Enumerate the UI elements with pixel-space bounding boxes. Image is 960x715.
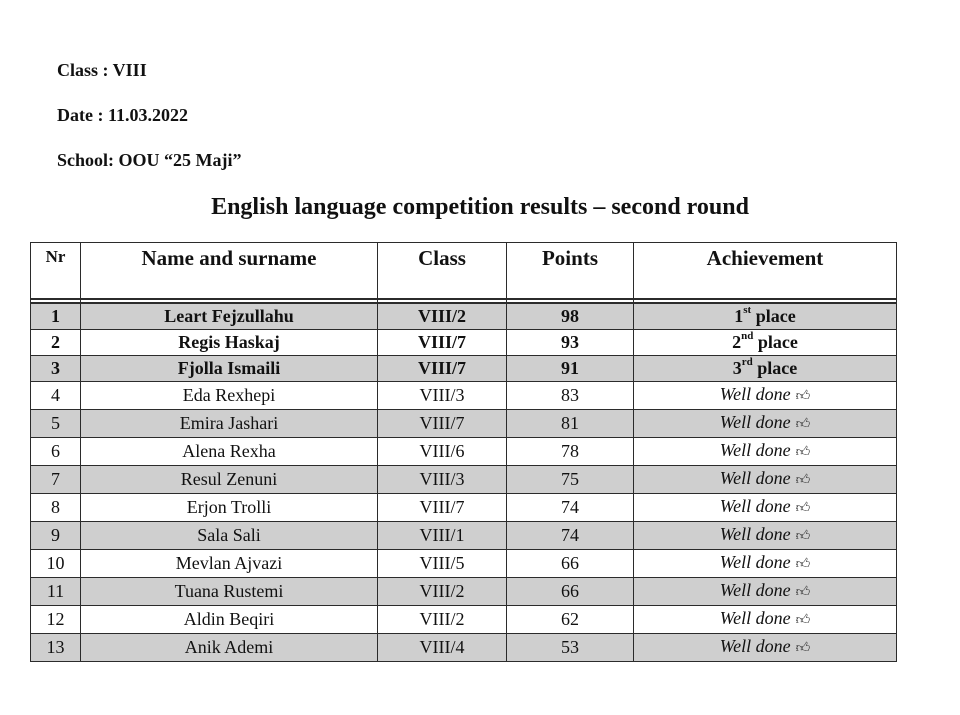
achievement-cell [634,465,897,493]
well-done-label: Well done [719,439,791,460]
thumbs-up-icon: 👍︎ [795,388,811,404]
student-points: 66 [507,577,634,605]
achievement-cell [634,493,897,521]
row-number: 8 [31,493,81,521]
student-class: VIII/6 [378,437,507,465]
achievement-cell [634,577,897,605]
table-row [31,381,897,409]
column-header-achievement: Achievement [634,243,897,299]
row-number: 11 [31,577,81,605]
student-class: VIII/2 [378,577,507,605]
row-number: 4 [31,381,81,409]
student-name: Regis Haskaj [81,329,378,355]
row-number: 13 [31,633,81,661]
well-done-label: Well done [719,495,791,516]
student-name: Alena Rexha [81,437,378,465]
student-points: 91 [507,355,634,381]
thumbs-up-icon: 👍︎ [795,640,811,656]
student-name: Fjolla Ismaili [81,355,378,381]
row-number: 6 [31,437,81,465]
student-name: Leart Fejzullahu [81,303,378,330]
place-number: 2 [732,331,742,352]
student-points: 75 [507,465,634,493]
thumbs-up-icon: 👍︎ [795,584,811,600]
achievement-cell [634,633,897,661]
student-class: VIII/5 [378,549,507,577]
place-label: place [757,357,798,378]
class-label: Class : VIII [57,60,147,80]
table-row [31,521,897,549]
student-name: Anik Ademi [81,633,378,661]
well-done-label: Well done [719,383,791,404]
date-label: Date : 11.03.2022 [57,105,188,125]
table-row [31,605,897,633]
student-name: Emira Jashari [81,409,378,437]
table-row [31,355,897,381]
student-points: 74 [507,521,634,549]
table-header-row [31,243,897,299]
student-points: 93 [507,329,634,355]
results-table-body [31,299,897,662]
achievement-cell [634,409,897,437]
table-row [31,633,897,661]
thumbs-up-icon: 👍︎ [795,444,811,460]
column-header-nr: Nr [31,243,81,299]
table-row [31,409,897,437]
student-points: 53 [507,633,634,661]
table-row [31,303,897,330]
student-class: VIII/7 [378,409,507,437]
achievement-cell [634,355,897,381]
thumbs-up-icon: 👍︎ [795,612,811,628]
student-class: VIII/7 [378,329,507,355]
student-class: VIII/7 [378,493,507,521]
table-row [31,465,897,493]
student-name: Erjon Trolli [81,493,378,521]
row-number: 2 [31,329,81,355]
place-label: place [755,305,796,326]
student-class: VIII/1 [378,521,507,549]
student-class: VIII/2 [378,605,507,633]
achievement-cell [634,437,897,465]
thumbs-up-icon: 👍︎ [795,416,811,432]
place-suffix-ordinal: st [743,303,752,316]
results-table [30,242,897,662]
thumbs-up-icon: 👍︎ [795,528,811,544]
achievement-cell [634,303,897,330]
achievement-cell [634,549,897,577]
place-number: 3 [732,357,742,378]
student-class: VIII/4 [378,633,507,661]
student-points: 66 [507,549,634,577]
row-number: 3 [31,355,81,381]
student-points: 78 [507,437,634,465]
student-points: 98 [507,303,634,330]
table-row [31,329,897,355]
school-label: School: OOU “25 Maji” [57,150,242,170]
achievement-cell [634,381,897,409]
student-points: 83 [507,381,634,409]
row-number: 10 [31,549,81,577]
row-number: 7 [31,465,81,493]
table-row [31,549,897,577]
student-points: 62 [507,605,634,633]
row-number: 12 [31,605,81,633]
student-name: Aldin Beqiri [81,605,378,633]
thumbs-up-icon: 👍︎ [795,556,811,572]
well-done-label: Well done [719,635,791,656]
page-title: English language competition results – second round [211,194,749,220]
column-header-class: Class [378,243,507,299]
table-row [31,493,897,521]
achievement-cell [634,329,897,355]
student-points: 74 [507,493,634,521]
student-name: Sala Sali [81,521,378,549]
row-number: 1 [31,303,81,330]
well-done-label: Well done [719,523,791,544]
well-done-label: Well done [719,411,791,432]
achievement-cell [634,605,897,633]
student-class: VIII/2 [378,303,507,330]
student-points: 81 [507,409,634,437]
well-done-label: Well done [719,579,791,600]
student-class: VIII/7 [378,355,507,381]
student-name: Tuana Rustemi [81,577,378,605]
thumbs-up-icon: 👍︎ [795,472,811,488]
student-name: Resul Zenuni [81,465,378,493]
place-label: place [757,331,798,352]
student-name: Mevlan Ajvazi [81,549,378,577]
thumbs-up-icon: 👍︎ [795,500,811,516]
place-number: 1 [734,305,744,326]
place-suffix-ordinal: rd [741,355,753,368]
student-class: VIII/3 [378,381,507,409]
table-row [31,577,897,605]
well-done-label: Well done [719,607,791,628]
row-number: 5 [31,409,81,437]
well-done-label: Well done [719,551,791,572]
well-done-label: Well done [719,467,791,488]
achievement-cell [634,521,897,549]
column-header-name: Name and surname [81,243,378,299]
column-header-points: Points [507,243,634,299]
table-row [31,437,897,465]
row-number: 9 [31,521,81,549]
place-suffix-ordinal: nd [741,329,754,342]
student-class: VIII/3 [378,465,507,493]
student-name: Eda Rexhepi [81,381,378,409]
